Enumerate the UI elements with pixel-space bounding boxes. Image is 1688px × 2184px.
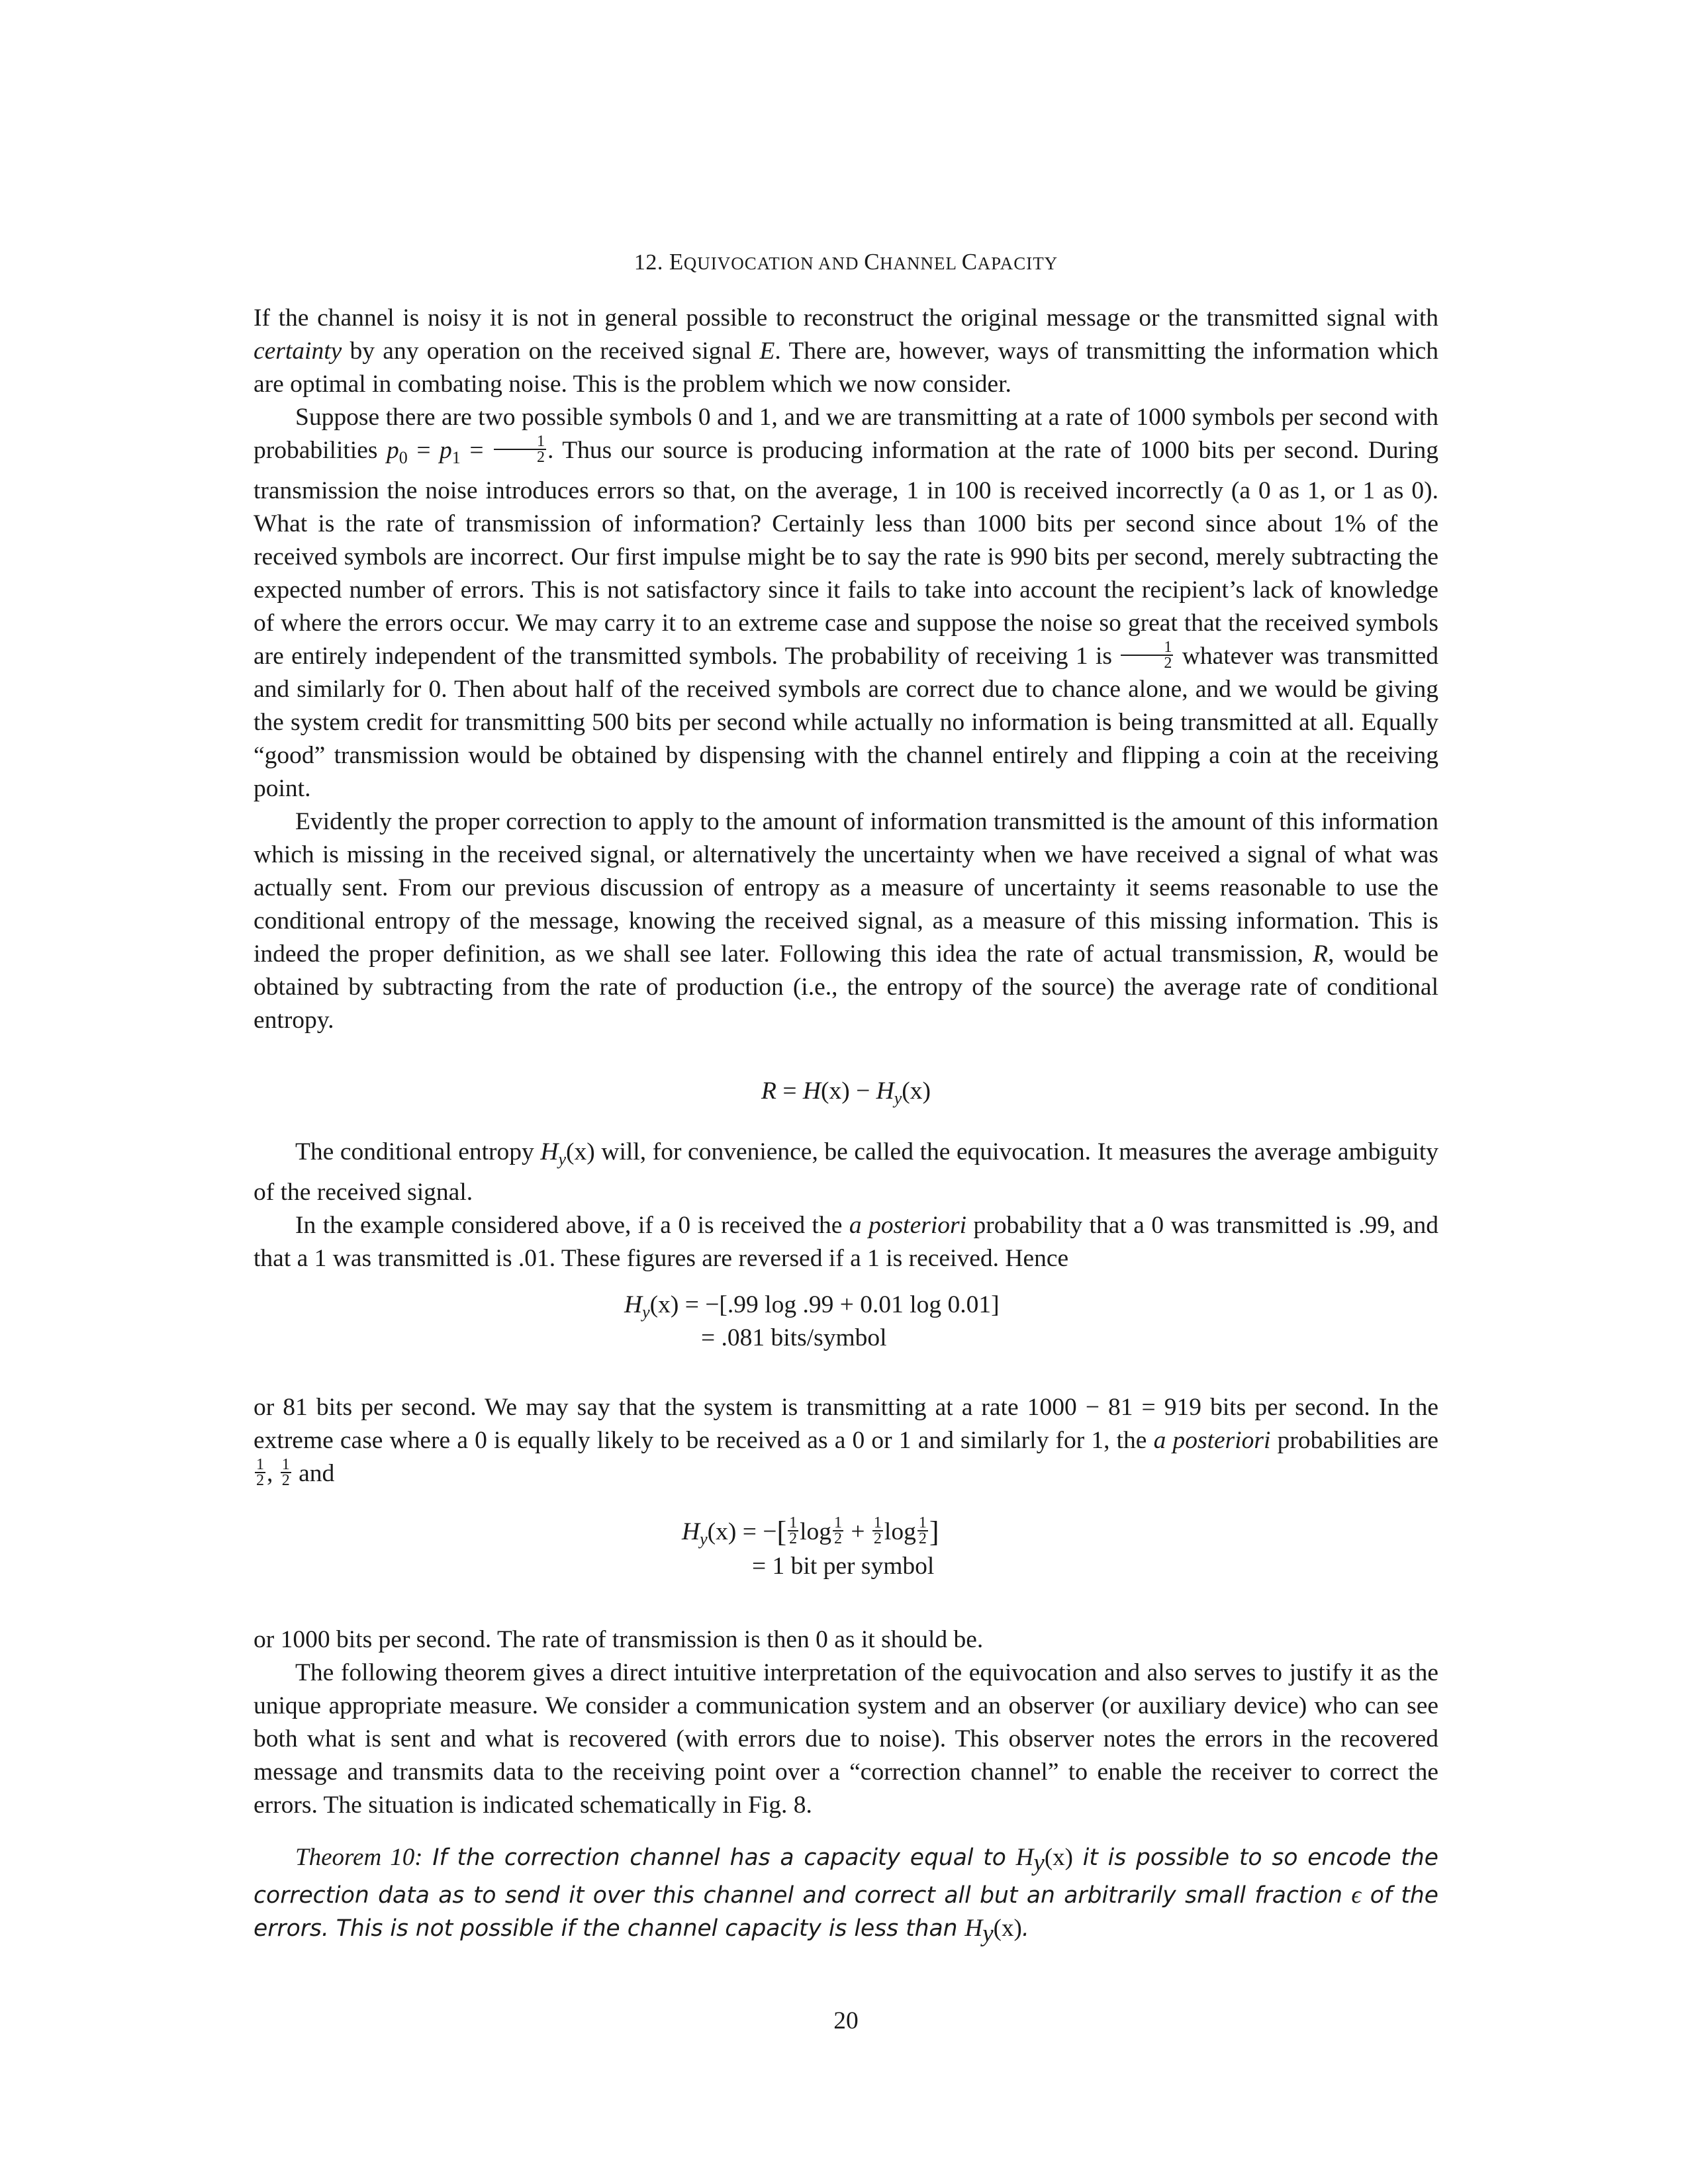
p2-fraction-half <box>494 434 546 465</box>
body-block-2 <box>254 1136 1438 1275</box>
p2-fraction-half-2 <box>1121 640 1173 670</box>
eq2-rel-2: = <box>701 1324 722 1351</box>
eq3-rhs-2: 1 bit per symbol <box>772 1553 935 1580</box>
paragraph-6 <box>254 1391 1438 1490</box>
eq3-arg: (x) <box>707 1518 737 1545</box>
eq3-sub: y <box>700 1529 708 1549</box>
theorem-text-d: . <box>1021 1915 1029 1942</box>
p1-emph-certainty: certainty <box>254 338 342 365</box>
theorem-h-arg-2: (x) <box>993 1915 1022 1942</box>
eq1-minus: − <box>849 1077 876 1105</box>
frac-num: 1 <box>256 1456 264 1474</box>
eq3-line-2 <box>752 1550 934 1583</box>
paragraph-8 <box>254 1657 1438 1822</box>
p6-text-d: and <box>292 1460 335 1487</box>
p3-text-b: , would be obtained by subtracting from the rate of production (i.e., the entropy of the source) the average rate of conditional entropy. <box>254 940 1438 1034</box>
heading-cap-2: C <box>864 249 880 275</box>
eq3-frac-3 <box>872 1516 883 1546</box>
frac-den: 2 <box>537 449 545 467</box>
heading-rest-2: HANNEL <box>880 253 962 273</box>
eq3-plus: + <box>845 1518 871 1545</box>
theorem-10 <box>254 1841 1438 1950</box>
p2-text-c: whatever was transmitted and similarly for 0. Then about half of the received symbols are correct due to chance alone, and we would be giving the system credit for transmitting 500 bits per second while actually no information is being transmitted at all. Equally “good” transmission would be obtained by dispensing with the channel entirely and flipping a coin at the receiving point. <box>254 643 1439 803</box>
theorem-h-sub: y <box>1033 1849 1045 1876</box>
eq1-r: R <box>761 1077 776 1105</box>
heading-rest-3: APACITY <box>977 253 1058 273</box>
frac-den: 2 <box>873 1530 882 1548</box>
eq1-h2: H <box>876 1077 894 1105</box>
p5-text-a: In the example considered above, if a 0 is received the <box>295 1212 849 1239</box>
p2-p1-sub: 1 <box>451 448 461 467</box>
p2-p0: p <box>387 437 399 464</box>
frac-num: 1 <box>494 434 546 450</box>
eq2-arg: (x) <box>649 1291 679 1318</box>
page-number: 20 <box>833 2007 859 2034</box>
eq3-left-bracket: [ <box>776 1516 787 1548</box>
frac-num: 1 <box>789 1514 798 1532</box>
paragraph-5 <box>254 1209 1438 1275</box>
p3-r: R <box>1313 940 1329 968</box>
theorem-h: H <box>1015 1844 1034 1871</box>
p6-text-c: probabilities are <box>1270 1427 1439 1454</box>
eq1-arg1: (x) <box>820 1077 850 1105</box>
p6-fraction-2 <box>281 1457 291 1488</box>
eq1-sub: y <box>894 1089 902 1108</box>
eq2-rhs-1: −[.99 log .99 + 0.01 log 0.01] <box>705 1291 1000 1318</box>
p1-text-c: by any operation on the received signal <box>342 338 760 365</box>
eq3-log-1: log <box>800 1518 832 1545</box>
heading-cap-1: E <box>669 249 684 275</box>
p6-a-posteriori: a posteriori <box>1153 1427 1271 1454</box>
theorem-text-c: of the errors. This is not possible if the channel capacity is less than <box>254 1882 1438 1942</box>
p8-text: The following theorem gives a direct intuitive interpretation of the equivocation and also serves to justify it as the unique appropriate measure. We consider a communication system and an observer (or auxiliary device) who can see both what is sent and what is recovered (with errors due to noise). This observer notes the errors in the recovered message and transmits data to the receiving point over a “correction channel” to enable the receiver to correct the errors. The situation is indicated schematically in Fig. 8. <box>254 1659 1438 1819</box>
theorem-epsilon: ϵ <box>1351 1882 1362 1909</box>
eq3-minus: − <box>763 1518 777 1545</box>
p2-text-a: Suppose there are two possible symbols 0 and 1, and we are transmitting at a rate of 1000 symbols per second with probabilities <box>254 404 1438 464</box>
eq3-log-2: log <box>884 1518 916 1545</box>
eq2-h: H <box>624 1291 643 1318</box>
theorem-text-a: If the correction channel has a capacity equal to <box>422 1844 1016 1871</box>
eq2-rel: = <box>679 1291 706 1318</box>
section-heading <box>254 249 1438 275</box>
eq2-sub: y <box>642 1302 650 1322</box>
paragraph-4 <box>254 1136 1438 1209</box>
eq3-frac-4 <box>917 1516 928 1546</box>
p4-text-b: will, for convenience, be called the equivocation. It measures the average ambiguity of the received signal. <box>254 1138 1438 1206</box>
p5-a-posteriori: a posteriori <box>849 1212 967 1239</box>
paragraph-7 <box>254 1623 1438 1657</box>
theorem-text-b: it is possible to so encode the correction data as to send it over this channel and correct all but an arbitrarily small fraction <box>254 1844 1438 1909</box>
p7-text: or 1000 bits per second. The rate of transmission is then 0 as it should be. <box>254 1626 984 1653</box>
p1-text-e: . There are, however, ways of transmitting the information which are optimal in combating noise. This is the problem which we now consider. <box>254 338 1438 398</box>
eq3-frac-2 <box>833 1516 843 1546</box>
paragraph-3 <box>254 805 1438 1037</box>
p6-text-a: or 81 bits per second. We may say that the system is transmitting at a rate 1000 − 81 = 919 bits per second. In the extreme case where a 0 is equally likely to be received as a 0 or 1 and similarly for 1, the <box>254 1394 1438 1454</box>
body-block-4 <box>254 1623 1438 1822</box>
eq3-rel: = <box>736 1518 763 1545</box>
frac-num: 1 <box>1121 640 1173 656</box>
eq2-rhs-2: .081 bits/symbol <box>721 1324 887 1351</box>
p1-signal-e: E <box>759 338 775 365</box>
eq1-arg2: (x) <box>902 1077 931 1105</box>
frac-num: 1 <box>834 1514 843 1532</box>
p3-text-a: Evidently the proper correction to apply to the amount of information transmitted is the amount of this information which is missing in the received signal, or alternatively the uncertainty when we have received a signal of what was actually sent. From our previous discussion of entropy as a measure of uncertainty it seems reasonable to use the conditional entropy of the message, knowing the received signal, as a measure of this missing information. This is indeed the proper definition, as we shall see later. Following this idea the rate of actual transmission, <box>254 808 1438 968</box>
theorem-h-2: H <box>964 1915 983 1942</box>
body-block-1 <box>254 302 1438 1037</box>
paragraph-2 <box>254 401 1438 805</box>
frac-den: 2 <box>834 1530 843 1548</box>
p2-eq2: = <box>460 437 493 464</box>
p6-comma: , <box>267 1460 279 1487</box>
equation-rate <box>254 1075 1438 1115</box>
frac-num: 1 <box>918 1514 927 1532</box>
p2-p0-sub: 0 <box>399 448 408 467</box>
p4-h-sub: y <box>558 1150 567 1169</box>
theorem-label: Theorem 10: <box>295 1844 423 1871</box>
paragraph-1 <box>254 302 1438 401</box>
p4-h-arg: (x) <box>566 1138 595 1165</box>
p5-text-c: probability that a 0 was transmitted is .99, and that a 1 was transmitted is .01. These figures are reversed if a 1 is received. Hence <box>254 1212 1439 1272</box>
frac-den: 2 <box>789 1530 798 1548</box>
heading-cap-3: C <box>961 249 978 275</box>
eq3-right-bracket: ] <box>929 1516 939 1548</box>
p1-text-a: If the channel is noisy it is not in general possible to reconstruct the original message or the transmitted signal with <box>254 304 1438 332</box>
p2-text-b: . Thus our source is producing information at the rate of 1000 bits per second. During transmission the noise introduces errors so that, on the average, 1 in 100 is received incorrectly (a 0 as 1, or 1 as 0). What is the rate of transmission of information? Certainly less than 1000 bits per second since about 1% of the received symbols are incorrect. Our first impulse might be to say the rate is 990 bits per second, merely subtracting the expected number of errors. This is not satisfactory since it fails to take into account the recipient’s lack of knowledge of where the errors occur. We may carry it to an extreme case and suppose the noise so great that the received symbols are entirely independent of the transmitted symbols. The probability of receiving 1 is <box>254 437 1438 670</box>
theorem-h-sub-2: y <box>982 1920 994 1947</box>
p2-eq1: = <box>407 437 440 464</box>
p2-p1: p <box>440 437 452 464</box>
eq1-h: H <box>802 1077 821 1105</box>
heading-rest-1: QUIVOCATION AND <box>683 253 865 273</box>
theorem-h-arg: (x) <box>1044 1844 1073 1871</box>
frac-den: 2 <box>256 1472 264 1490</box>
section-number: 12. <box>633 250 663 275</box>
frac-den: 2 <box>918 1530 927 1548</box>
eq3-h: H <box>682 1518 700 1545</box>
p4-text-a: The conditional entropy <box>295 1138 541 1165</box>
p4-h: H <box>540 1138 559 1165</box>
p6-fraction-1 <box>255 1457 265 1488</box>
eq1-rel: = <box>776 1077 803 1105</box>
frac-num: 1 <box>873 1514 882 1532</box>
body-block-3 <box>254 1391 1438 1490</box>
frac-den: 2 <box>281 1472 290 1490</box>
eq3-frac-1 <box>788 1516 798 1546</box>
eq2-line-2 <box>701 1322 887 1355</box>
frac-den: 2 <box>1164 655 1172 672</box>
frac-num: 1 <box>281 1456 290 1474</box>
eq3-rel-2: = <box>752 1553 773 1580</box>
